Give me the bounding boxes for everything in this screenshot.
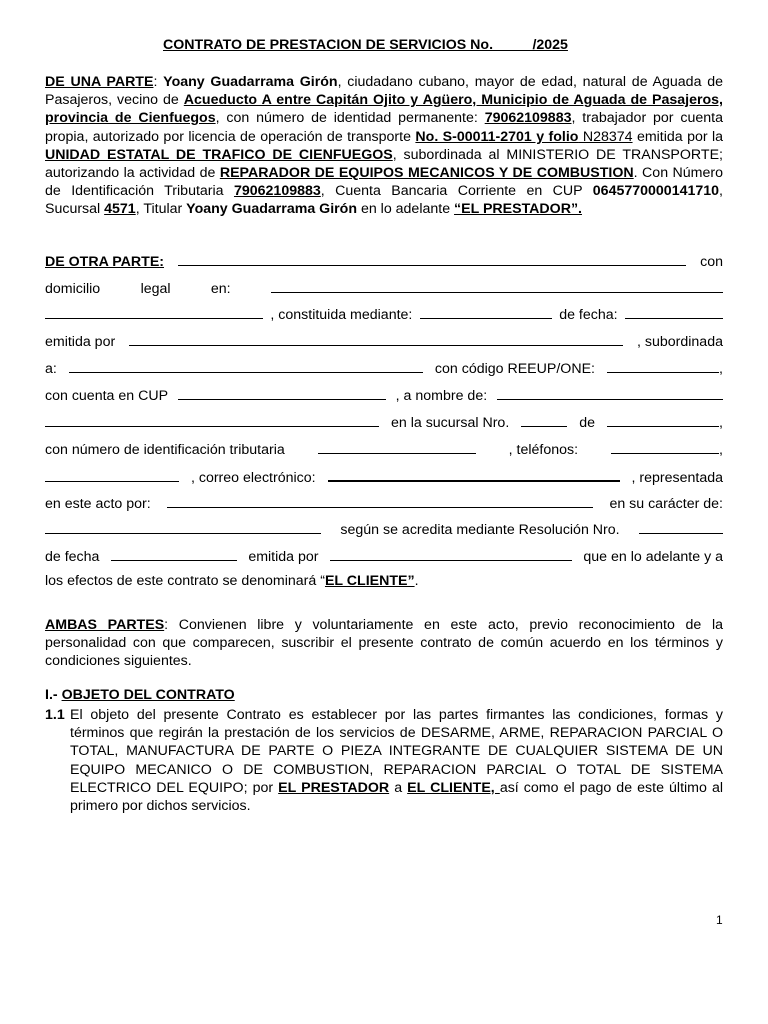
cliente-line-12 [45,546,723,564]
text: . [414,573,419,589]
text: , Sucursal [45,183,723,218]
text: así como el pago de este último al primero por dichos servicios. [70,779,723,815]
clause-number: 1.1 [45,707,65,723]
text: , a nombre de: [395,388,488,404]
text: EL CLIENTE, [407,779,500,796]
text: con cuenta en CUP [45,388,169,404]
constituida-field[interactable] [420,304,552,319]
cliente-line-6 [45,385,723,403]
clause-1-1 [45,706,723,815]
nombre-field-cont[interactable] [45,412,379,427]
clause-text [70,706,723,815]
prestador-folio: N28374 [578,128,633,145]
nombre-field[interactable] [497,385,723,400]
cliente-line-10 [45,493,723,511]
text: , subordinada [637,334,723,350]
prestador-branch: 4571 [104,201,136,218]
emitida-por-field[interactable] [129,331,623,346]
cliente-line-13 [45,573,723,591]
domicilio-field[interactable] [271,278,723,293]
resolucion-fecha-field[interactable] [111,546,237,561]
resolucion-emisor-field[interactable] [330,546,572,561]
cliente-name-field[interactable] [178,251,686,266]
cuenta-field[interactable] [178,385,386,400]
cliente-alias: EL CLIENTE” [324,573,415,589]
cliente-line-4 [45,331,723,349]
text: en lo adelante [357,201,455,218]
text: El objeto del presente Contrato es establecer por las partes firmantes las condiciones, formas y términos que regirán la prestación de los servicios de DESARME, ARME, REPARACION PARCIAL O TOTAL, MANUFACTURA DE PARTE O PIEZA INTEGRANTE DE CUALQUIER SISTEMA DE UN EQUIPO MECANICO O DE COMBUSTION, REPARACION PARCIAL O TOTAL DE SISTEMA ELECTRICO DEL EQUIPO; por [70,707,723,796]
subordinada-field[interactable] [69,358,423,373]
text: con código REEUP/ONE: [434,361,595,377]
prestador-address: Acueducto A entre Capitán Ojito y Agüero, Municipio de Aguada de Pasajeros, provincia de Cienfuegos [45,92,723,127]
cliente-line-9 [45,466,723,484]
text: con [700,254,723,270]
text: de fecha: [559,307,618,323]
caracter-field[interactable] [45,519,321,534]
ambas-partes-paragraph [45,616,723,671]
correo-field[interactable] [328,466,620,482]
contract-title: CONTRATO DE PRESTACION DE SERVICIOS No. /2025 [163,37,568,53]
telefonos-field-cont[interactable] [45,467,179,482]
text: , Cuenta Bancaria Corriente en CUP [320,183,593,200]
text: , representada [631,470,723,486]
text: , trabajador por cuenta propia, autorizado por licencia de operación de transporte [45,110,723,145]
prestador-activity: REPARADOR DE EQUIPOS MECANICOS Y DE COMBUSTION [219,165,634,182]
prestador-name: Yoany Guadarrama Girón [163,74,338,90]
reeup-field[interactable] [607,358,719,373]
text: I.- [45,687,58,703]
cliente-line-5: a: con código REEUP/ONE: , [45,358,723,376]
cliente-line-1 [45,251,723,269]
cliente-line-2 [45,278,723,296]
page-number: 1 [716,913,723,927]
prestador-account: 0645770000141710 [592,183,720,200]
prestador-id: 79062109883 [484,110,572,127]
text: emitida por la [632,128,724,145]
resolucion-field[interactable] [639,519,723,534]
cliente-line-11 [45,519,723,537]
text: de fecha [45,549,100,565]
text: emitida por [45,334,116,350]
text: : Convienen libre y voluntariamente en este acto, previo reconocimiento de la personalidad con que comparecen, suscribir el presente contrato de común acuerdo en los términos y condiciones siguientes. [45,617,724,670]
prestador-unit: UNIDAD ESTATAL DE TRAFICO DE CIENFUEGOS [45,146,393,163]
text: legal [140,281,171,297]
objeto-heading [45,687,235,703]
text: , teléfonos: [508,442,579,458]
ambas-label: AMBAS PARTES [45,617,165,633]
fecha-field[interactable] [625,304,723,319]
text: , constituida mediante: [270,307,413,323]
objeto-heading-text: OBJETO DEL CONTRATO [61,687,235,703]
prestador-label: DE UNA PARTE [45,74,154,90]
sucursal-lugar-field[interactable] [607,412,719,427]
text: que en lo adelante y a [583,549,723,565]
text: con número de identificación tributaria [45,442,285,458]
prestador-license: No. S-00011-2701 y folio [415,128,579,145]
text: en su carácter de: [609,496,723,512]
sucursal-field[interactable] [521,412,567,427]
prestador-holder: Yoany Guadarrama Girón [186,201,357,218]
text: en: [210,281,231,297]
text: en la sucursal Nro. [390,415,510,431]
representante-field[interactable] [167,493,593,508]
text: . Con Número de Identificación Tributaria [45,165,724,200]
cliente-label: DE OTRA PARTE: [45,254,165,270]
text: según se acredita mediante Resolución Nro. [340,522,620,538]
cliente-line-7: en la sucursal Nro. de , [45,412,723,430]
text: a: [45,361,57,377]
telefonos-field[interactable] [611,439,719,454]
text: , con número de identidad permanente: [215,110,485,127]
prestador-alias: “EL PRESTADOR”. [454,201,582,218]
text: de [579,415,596,431]
text: , subordinada al MINISTERIO DE TRANSPORTE; autorizando la actividad de [45,146,723,182]
text: domicilio [45,281,101,297]
prestador-paragraph: DE UNA PARTE: Yoany Guadarrama Girón, ciudadano cubano, mayor de edad, natural de Aguada de Pasajeros, vecino de Acueducto A entre Capitán Ojito y Agüero, Municipio de Aguada de Pasajeros, provincia de Cienfuegos, con número de identidad permanente: 79062109883, trabajador por cuenta propia, autorizado por licencia de operación de transporte No. S-00011-2701 y folio N28374 emitida por la UNIDAD ESTATAL DE TRAFICO DE CIENFUEGOS, subordinada al MINISTERIO DE TRANSPORTE; autorizando la actividad de REPARADOR DE EQUIPOS MECANICOS Y DE COMBUSTION. Con Número de Identificación Tributaria 79062109883, Cuenta Bancaria Corriente en CUP 0645770000141710, Sucursal 4571, Titular Yoany Guadarrama Girón en lo adelante “EL PRESTADOR”. [45,74,724,218]
text: EL PRESTADOR [278,779,390,796]
text: en este acto por: [45,496,151,512]
text: , Titular [135,201,187,218]
text: emitida por [248,549,319,565]
domicilio-field-cont[interactable] [45,304,263,319]
prestador-nit: 79062109883 [233,183,321,200]
text: , correo electrónico: [190,470,316,486]
cliente-line-3 [45,304,723,322]
cliente-line-8: con número de identificación tributaria , teléfonos: , [45,439,723,457]
text: los efectos de este contrato se denominará “ [45,573,325,589]
text: a [389,779,408,796]
nit-field[interactable] [318,439,476,454]
text: , ciudadano cubano, mayor de edad, natural de Aguada de Pasajeros, vecino de [45,74,723,109]
